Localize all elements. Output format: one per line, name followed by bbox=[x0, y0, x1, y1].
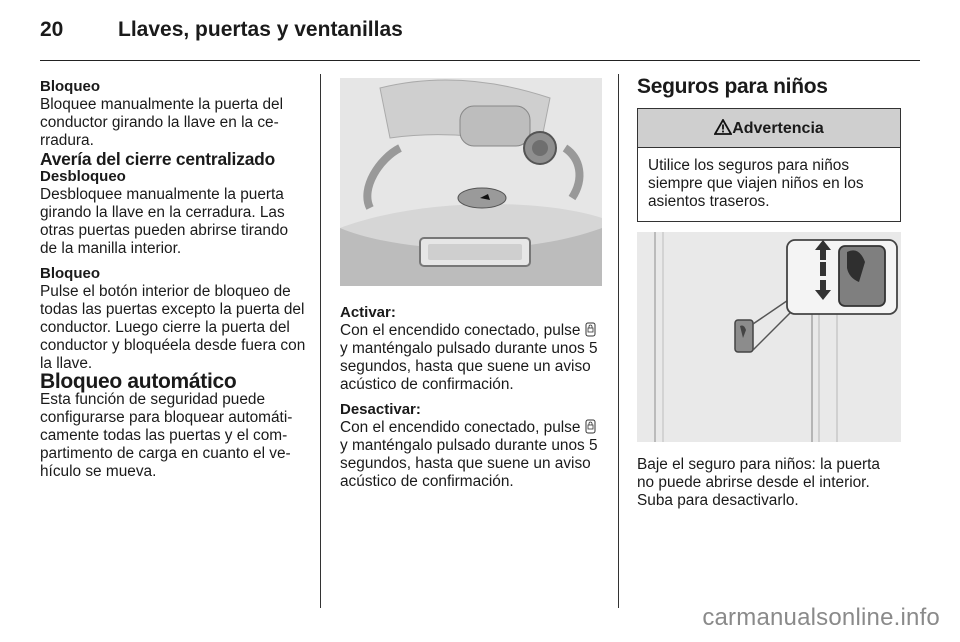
chapter-title: Llaves, puertas y ventanillas bbox=[118, 18, 403, 41]
child-lock-illustration bbox=[637, 232, 901, 442]
activate-text-continued: y manténgalo pulsado durante unos 5 segundos, hasta que suene un aviso acústico de confirmación. bbox=[340, 340, 598, 393]
page-number: 20 bbox=[40, 18, 64, 41]
lock-button-icon bbox=[585, 419, 596, 434]
deactivate-text-continued: y manténgalo pulsado durante unos 5 segundos, hasta que suene un aviso acústico de confirmación. bbox=[340, 437, 598, 490]
section-heading: Avería del cierre centralizado bbox=[40, 149, 276, 169]
warning-label: Advertencia bbox=[732, 120, 824, 137]
paragraph: Pulse el botón interior de bloqueo de todas las puertas excepto la puerta del conductor. Luego cierre la puerta del conductor y bloquéela desde fuera con la llave. bbox=[40, 283, 306, 372]
activate-heading: Activar: bbox=[340, 304, 396, 321]
column-divider bbox=[618, 74, 619, 608]
paragraph bbox=[340, 419, 604, 491]
paragraph bbox=[340, 322, 604, 394]
paragraph: Desbloquee manualmente la puerta girando la llave en la cerradura. Las otras puertas pueden abrirse tirando de la manilla interior. bbox=[40, 186, 289, 257]
page-header bbox=[40, 18, 920, 58]
paragraph: Bloquee manualmente la puerta del conductor girando la llave en la ce- rradura. bbox=[40, 96, 283, 149]
column-left bbox=[40, 78, 306, 481]
column-divider bbox=[320, 74, 321, 608]
column-middle bbox=[340, 78, 604, 491]
warning-box bbox=[637, 108, 901, 222]
paragraph: Esta función de seguridad puede configurarse para bloquear automáti- camente todas las puertas y el com- partimento de carga en cuanto el ve- hículo se mueva. bbox=[40, 391, 293, 480]
section-title: Bloqueo automático bbox=[40, 370, 237, 393]
interior-lock-button-illustration bbox=[340, 78, 602, 286]
section-subheading: Bloqueo bbox=[40, 78, 100, 95]
paragraph: Baje el seguro para niños: la puerta no puede abrirse desde el interior. Suba para desactivarlo. bbox=[637, 456, 880, 509]
section-subheading: Bloqueo bbox=[40, 265, 100, 282]
activate-text: Con el encendido conectado, pulse bbox=[340, 322, 581, 339]
deactivate-heading: Desactivar: bbox=[340, 401, 421, 418]
warning-icon bbox=[714, 120, 732, 137]
deactivate-text: Con el encendido conectado, pulse bbox=[340, 419, 581, 436]
column-right bbox=[637, 75, 901, 510]
warning-header bbox=[638, 109, 900, 148]
section-subheading: Desbloqueo bbox=[40, 168, 126, 185]
watermark-text: carmanualsonline.info bbox=[702, 604, 940, 631]
header-rule bbox=[40, 60, 920, 61]
warning-text: Utilice los seguros para niños siempre que viajen niños en los asientos traseros. bbox=[648, 157, 864, 210]
lock-button-icon bbox=[585, 322, 596, 337]
section-title: Seguros para niños bbox=[637, 75, 828, 98]
